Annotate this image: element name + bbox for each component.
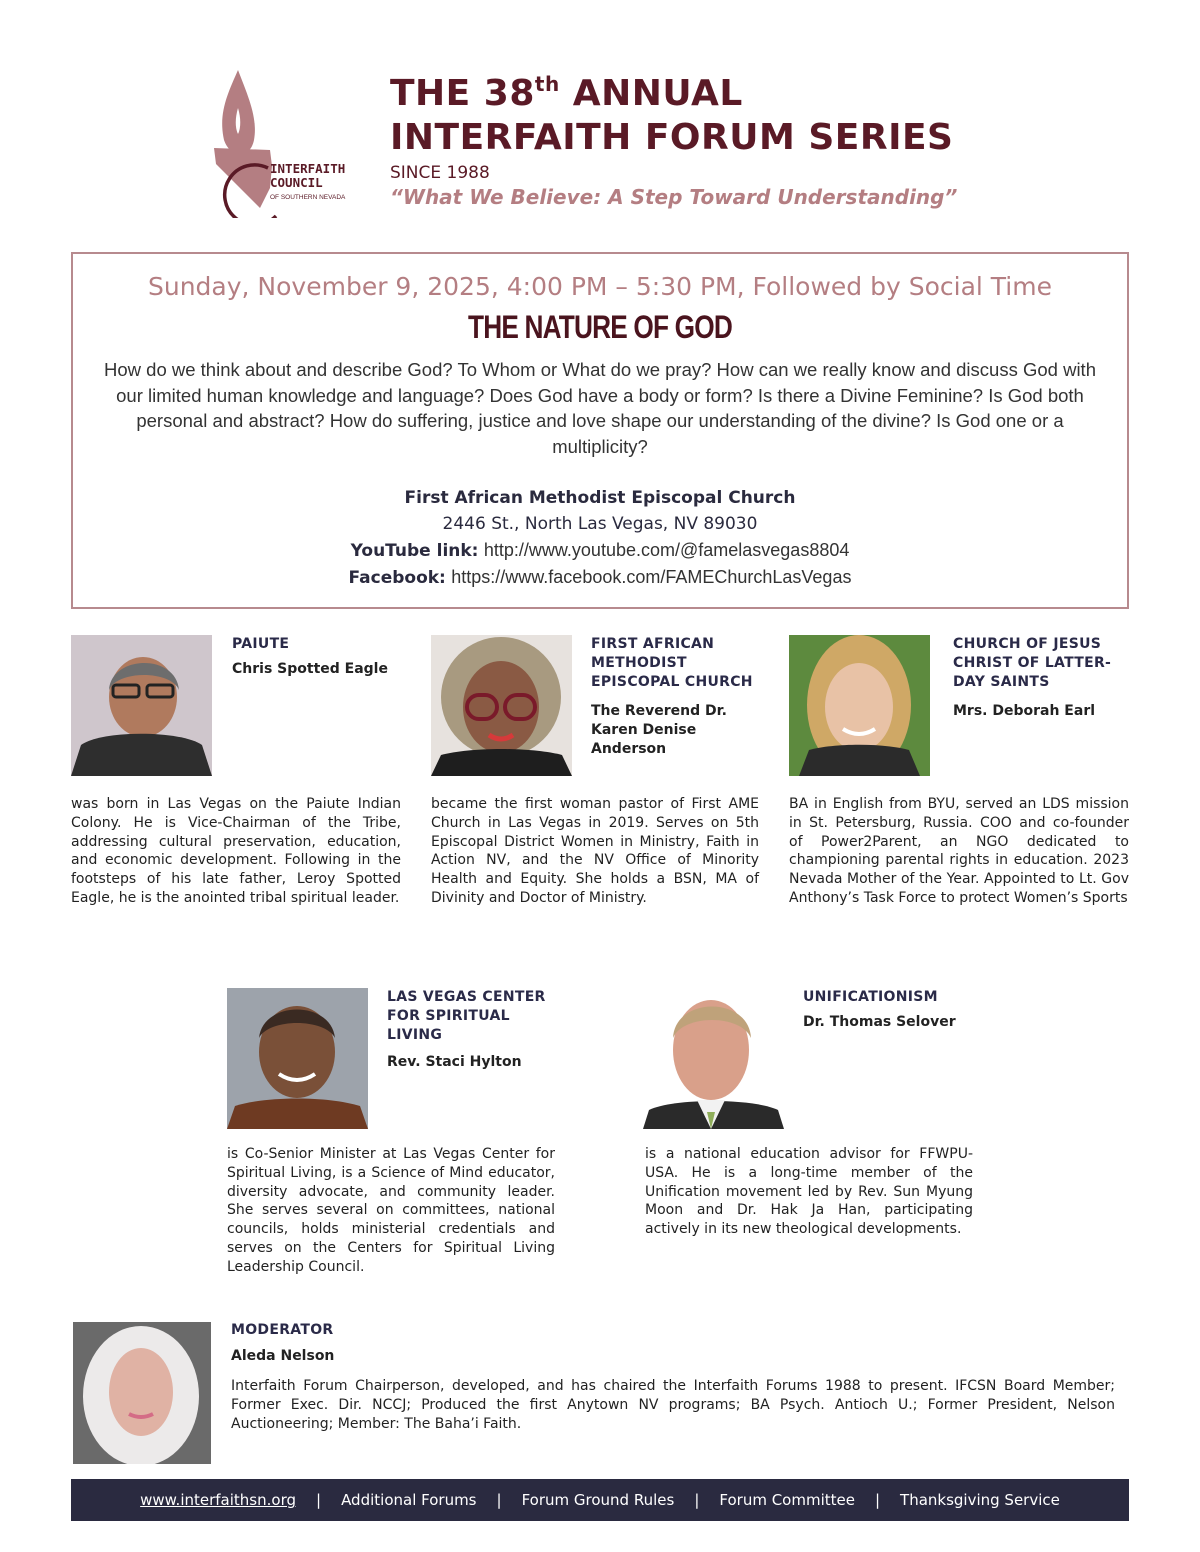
event-topic: THE NATURE OF GOD (467, 309, 732, 345)
since-label: SINCE 1988 (390, 163, 490, 183)
footer-nav (71, 1479, 1129, 1521)
panelist-photo (643, 988, 784, 1129)
panelist-affiliation: UNIFICATIONISM (803, 989, 938, 1005)
panelist-photo (431, 635, 572, 776)
moderator-role: MODERATOR (231, 1322, 334, 1338)
svg-text:COUNCIL: COUNCIL (270, 175, 323, 190)
panelist-bio: BA in English from BYU, served an LDS mission in St. Petersburg, Russia. COO and co-founder of Power2Parent, an NGO dedicated to championing parental rights in education. 2023 Nevada Mother of the Year. Appointed to Lt. Gov Anthony’s Task Force to protect Women’s Sports (789, 796, 1129, 906)
footer-link-additional-forums[interactable]: Additional Forums (341, 1491, 477, 1509)
interfaith-council-logo (210, 68, 370, 218)
panelist-bio: is a national education advisor for FFWPU-USA. He is a long-time member of the Unification movement led by Rev. Sun Myung Moon and Dr. Hak Ja Han, participating actively in its new theological developments. (645, 1146, 973, 1238)
panelist-photo (789, 635, 930, 776)
separator: | (496, 1491, 502, 1509)
person-portrait-icon (789, 635, 930, 776)
moderator-photo (73, 1322, 211, 1464)
person-portrait-icon (431, 635, 572, 776)
event-details-box (71, 252, 1129, 609)
event-description: How do we think about and describe God? To Whom or What do we pray? How can we really know and discuss God with our limited human knowledge and language? Does God have a body or form? Is there a Divine Feminine? Is God both personal and abstract? How do suffering, justice and love shape our understanding of the divine? Is God one or a multiplicity? (104, 359, 1096, 457)
title-prefix: THE 38 (390, 73, 535, 114)
panelist-name: The Reverend Dr. Karen Denise Anderson (591, 703, 727, 757)
facebook-label: Facebook: (348, 568, 446, 588)
panelist-photo (227, 988, 368, 1129)
svg-text:OF SOUTHERN NEVADA: OF SOUTHERN NEVADA (270, 194, 346, 201)
moderator-bio: Interfaith Forum Chairperson, developed, and has chaired the Interfaith Forums 1988 to present. IFCSN Board Member; Former Exec. Dir. NCCJ; Produced the first Anytown NV programs; BA Psych. Antioch U.; Former President, Nelson Auctioneering; Member: The Baha’i Faith. (231, 1378, 1115, 1432)
panelist-bio: became the first woman pastor of First AME Church in Las Vegas in 2019. Serves on 5th Episcopal District Women in Ministry, Faith in Action NV, and the NV Office of Minority Health and Equity. She holds a BSN, MA of Divinity and Doctor of Ministry. (431, 796, 759, 906)
candle-flame-icon (210, 68, 370, 218)
person-portrait-icon (643, 988, 784, 1129)
separator: | (874, 1491, 881, 1509)
panelist-name: Chris Spotted Eagle (232, 661, 388, 677)
moderator-name: Aleda Nelson (231, 1348, 335, 1364)
event-datetime: Sunday, November 9, 2025, 4:00 PM – 5:30 PM, Followed by Social Time (148, 272, 1052, 301)
separator: | (316, 1491, 322, 1509)
person-portrait-icon (73, 1322, 211, 1464)
panelist-affiliation: PAIUTE (232, 636, 290, 652)
youtube-row (73, 537, 1127, 564)
facebook-link[interactable]: https://www.facebook.com/FAMEChurchLasVegas (451, 567, 852, 587)
title-suffix: ANNUAL (559, 73, 743, 114)
series-tagline: “What We Believe: A Step Toward Understanding” (390, 185, 958, 209)
separator: | (694, 1491, 700, 1509)
panelist-affiliation: FIRST AFRICAN METHODIST EPISCOPAL CHURCH (591, 636, 753, 690)
venue-info (73, 485, 1127, 591)
footer-link-website[interactable]: www.interfaithsn.org (140, 1491, 296, 1509)
page-title-line1 (390, 72, 957, 116)
venue-name: First African Methodist Episcopal Church (404, 488, 796, 508)
panelist-name: Mrs. Deborah Earl (953, 703, 1096, 719)
title-superscript: th (534, 72, 560, 96)
panelist-name: Dr. Thomas Selover (803, 1014, 956, 1030)
panelist-name: Rev. Staci Hylton (387, 1054, 522, 1070)
svg-text:INTERFAITH: INTERFAITH (270, 161, 346, 176)
panelist-photo (71, 635, 212, 776)
facebook-row (73, 564, 1127, 591)
page-title-line2: INTERFAITH FORUM SERIES (390, 117, 954, 158)
panelist-bio: was born in Las Vegas on the Paiute Indian Colony. He is Vice-Chairman of the Tribe, addressing cultural preservation, education, and economic development. Following in the footsteps of his late father, Leroy Spotted Eagle, he is the anointed tribal spiritual leader. (71, 796, 401, 906)
footer-link-thanksgiving-service[interactable]: Thanksgiving Service (900, 1491, 1060, 1509)
youtube-link[interactable]: http://www.youtube.com/@famelasvegas8804 (483, 540, 850, 560)
footer-link-ground-rules[interactable]: Forum Ground Rules (521, 1491, 675, 1509)
panelist-affiliation: LAS VEGAS CENTER FOR SPIRITUAL LIVING (387, 989, 546, 1043)
youtube-label: YouTube link: (350, 541, 479, 561)
header (390, 72, 957, 210)
person-portrait-icon (71, 635, 212, 776)
venue-address: 2446 St., North Las Vegas, NV 89030 (442, 514, 758, 534)
footer-link-forum-committee[interactable]: Forum Committee (719, 1491, 855, 1509)
panelist-bio: is Co-Senior Minister at Las Vegas Center for Spiritual Living, is a Science of Mind educator, diversity advocate, and community leader. She serves several on committees, national councils, holds ministerial credentials and serves on the Centers for Spiritual Living Leadership Council. (227, 1146, 555, 1275)
person-portrait-icon (227, 988, 368, 1129)
panelist-affiliation: CHURCH OF JESUS CHRIST OF LATTER-DAY SAINTS (953, 636, 1112, 690)
